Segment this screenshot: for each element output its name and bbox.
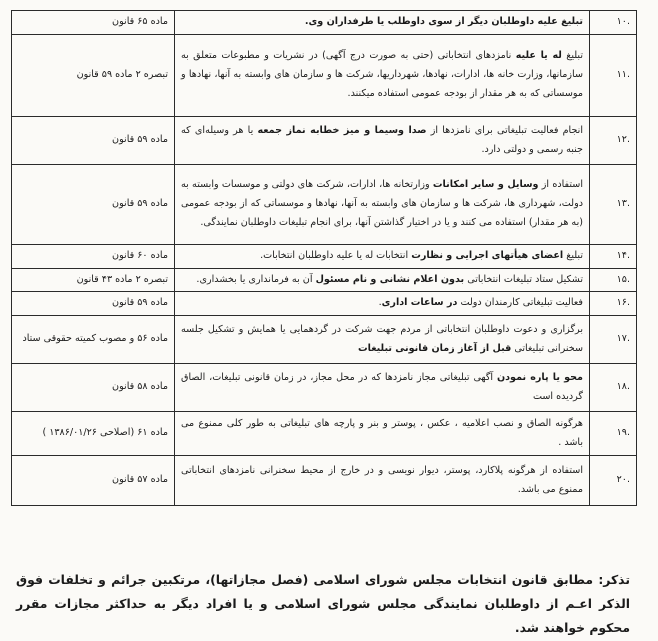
- text-emphasis: له یا علیه: [515, 50, 562, 62]
- note-paragraph: تذکر: مطابق قانون انتخابات مجلس شورای اسلامی (فصل مجازاتها)، مرتکبین جرائم و تخلفات فوق الذکر اعـم از داوطلبان نمایندگی مجلس شورای اسلامی و یا افراد دیگر به حداکثر مجازات مقرر محکوم خواهند شد.: [16, 572, 630, 636]
- text-plain: تشکیل ستاد تبلیغات انتخاباتی: [464, 273, 583, 285]
- row-number: .۱۹: [590, 412, 637, 456]
- table-row: [12, 35, 637, 117]
- violation-description: [175, 292, 590, 316]
- text-plain-continued: انتخابات له یا علیه داوطلبان انتخابات.: [260, 250, 412, 261]
- violation-description: [175, 245, 590, 269]
- row-number: .۱۸: [590, 364, 637, 412]
- text-emphasis: تبلیغ علیه داوطلبان دیگر از سوی داوطلب یا طرفداران وی.: [304, 16, 583, 28]
- text-plain-continued: آگهی تبلیغاتی مجاز نامزدها که در محل مجاز، در زمان قانونی تبلیغات، الصاق گردیده است: [181, 371, 583, 402]
- table-row: [12, 364, 637, 412]
- text-plain-continued: نامزدهای انتخاباتی (حتی به صورت درج آگهی) در نشریات و مطبوعات متعلق به سازمانها، وزارت خانه ها، ادارات، نهادها، شهرداریها، شرکت ها و سازمان های وابسته به آنها، نهادها و موسساتی که به هر مقدار از بودجه عمومی استفاده میکنند.: [181, 50, 583, 99]
- table-row: [12, 117, 637, 165]
- violation-description: [175, 35, 590, 117]
- text-emphasis: قبل از آغاز زمان قانونی تبلیغات: [357, 342, 512, 354]
- violation-description: [175, 456, 590, 506]
- violation-description: [175, 11, 590, 35]
- text-plain: انجام فعالیت تبلیغاتی برای نامزدها از: [426, 124, 583, 136]
- text-emphasis: اعضای هیأتهای اجرایی و نظارت: [411, 250, 564, 261]
- text-plain: تبلیغ: [563, 250, 583, 261]
- text-plain: استفاده از هرگونه پلاکارد، پوستر، دیوار نویسی و در خارج از محیط سخنرانی نامزدهای انتخاباتی ممنوع می باشد.: [181, 464, 583, 495]
- law-reference: ماده ۵۶ و مصوب کمیته حقوقی ستاد: [12, 316, 175, 364]
- table-row: [12, 268, 637, 292]
- text-plain: استفاده از: [538, 179, 583, 191]
- table-row: [12, 11, 637, 35]
- law-reference: تبصره ۲ ماده ۵۹ قانون: [12, 35, 175, 117]
- text-emphasis: بدون اعلام نشانی و نام مسئول: [315, 273, 465, 285]
- row-number: .۱۱: [590, 35, 637, 117]
- law-reference: ماده ۶۵ قانون: [12, 11, 175, 35]
- law-reference: ماده ۵۹ قانون: [12, 165, 175, 245]
- violation-description: [175, 364, 590, 412]
- text-plain-continued: یا هر وسیله‌ای که جنبه رسمی و دولتی دارد.: [181, 124, 583, 155]
- text-emphasis: در ساعات اداری: [381, 297, 458, 309]
- row-number: .۲۰: [590, 456, 637, 506]
- table-row: [12, 456, 637, 506]
- violation-description: [175, 165, 590, 245]
- law-reference: تبصره ۲ ماده ۴۳ قانون: [12, 268, 175, 292]
- row-number: .۱۰: [590, 11, 637, 35]
- law-reference: ماده ۵۹ قانون: [12, 117, 175, 165]
- text-plain: تبلیغ: [561, 50, 583, 62]
- law-reference: ماده ۵۸ قانون: [12, 364, 175, 412]
- table-row: [12, 316, 637, 364]
- violation-description: [175, 268, 590, 292]
- text-plain: برگزاری و دعوت داوطلبان انتخاباتی از مردم جهت شرکت در گردهمایی یا همایش و تشکیل جلسه سخنرانی تبلیغاتی: [181, 323, 583, 354]
- row-number: .۱۳: [590, 165, 637, 245]
- text-plain-continued: وزارتخانه ها، ادارات، شرکت های دولتی و موسسات وابسته به دولت، شهرداری ها، شرکت ها و سازمان های وابسته به آنها، نهادها و موسساتی که از بودجه عمومی (به هر مقدار) استفاده می کنند و یا در اختیار گذاشتن آنها، برای انجام تبلیغات داوطلبان نمایندگی.: [181, 179, 583, 228]
- row-number: .۱۴: [590, 245, 637, 269]
- law-reference: ماده ۵۹ قانون: [12, 292, 175, 316]
- table-row: [12, 292, 637, 316]
- table-row: [12, 412, 637, 456]
- text-plain: فعالیت تبلیغاتی کارمندان دولت: [457, 297, 583, 309]
- row-number: .۱۶: [590, 292, 637, 316]
- law-reference: ماده ۶۱ (اصلاحی ۱۳۸۶/۰۱/۲۶ ): [12, 412, 175, 456]
- violation-description: [175, 316, 590, 364]
- row-number: .۱۵: [590, 268, 637, 292]
- table-row: [12, 245, 637, 269]
- violation-description: [175, 412, 590, 456]
- violation-description: [175, 117, 590, 165]
- text-emphasis: صدا وسیما و میز خطابه نماز جمعه: [257, 124, 427, 136]
- text-plain-continued: .: [378, 297, 382, 309]
- text-plain-continued: آن به فرمانداری یا بخشداری.: [196, 273, 316, 285]
- table-row: [12, 165, 637, 245]
- row-number: .۱۷: [590, 316, 637, 364]
- text-emphasis: وسایل و سایر امکانات: [432, 179, 539, 191]
- text-plain: هرگونه الصاق و نصب اعلامیه ، عکس ، پوستر و بنر و پارچه های تبلیغاتی به طور کلی ممنوع می باشد .: [181, 417, 583, 448]
- row-number: .۱۲: [590, 117, 637, 165]
- law-reference: ماده ۶۰ قانون: [12, 245, 175, 269]
- violations-table: [11, 10, 637, 506]
- text-emphasis: محو یا پاره نمودن: [496, 371, 583, 383]
- law-reference: ماده ۵۷ قانون: [12, 456, 175, 506]
